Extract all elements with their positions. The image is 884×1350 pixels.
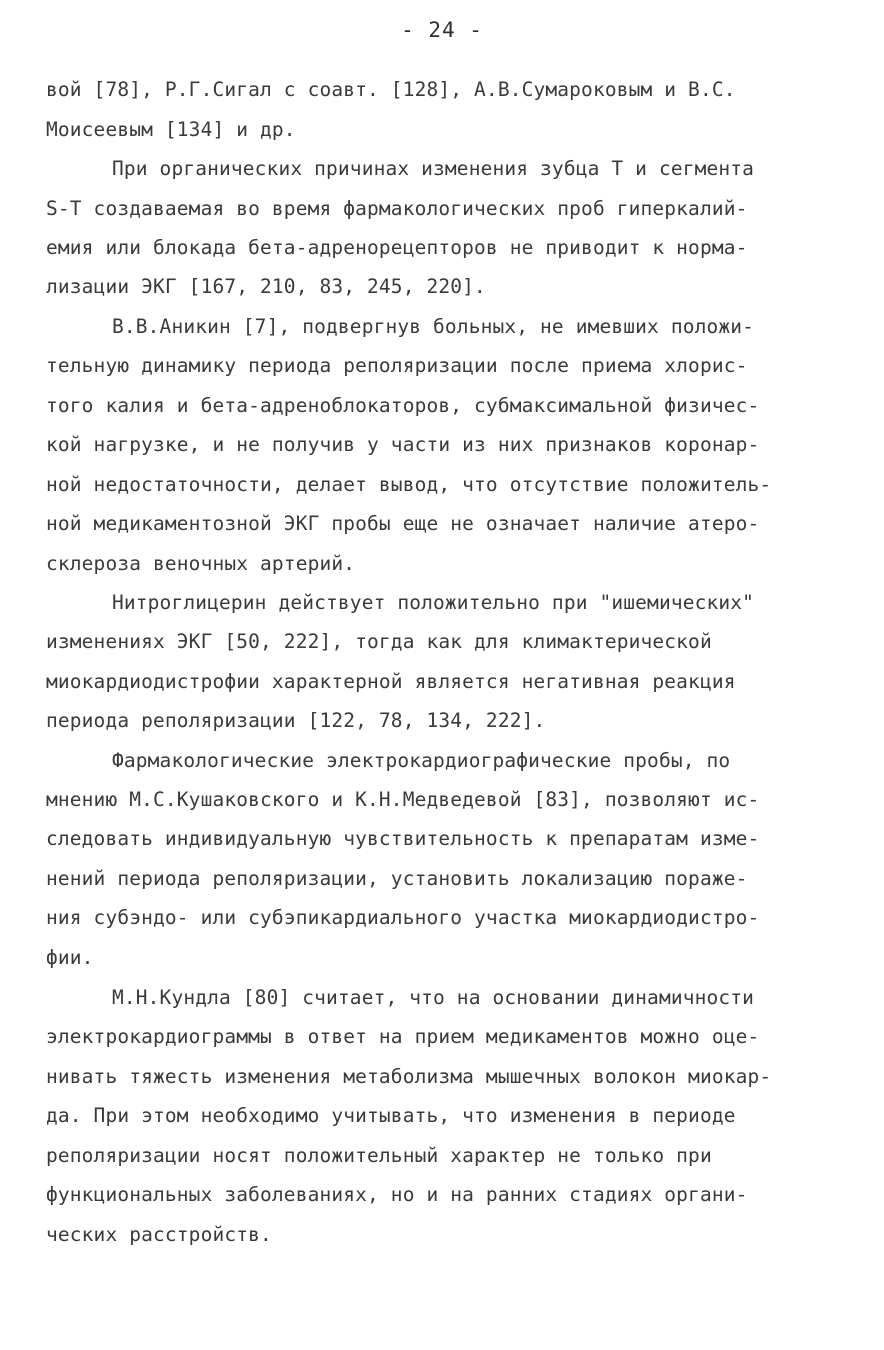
text-line: изменениях ЭКГ [50, 222], тогда как для климактерической [46, 630, 712, 653]
text-line: М.Н.Кундла [80] считает, что на основании динамичности [112, 986, 755, 1009]
text-line: миокардиодистрофии характерной является негативная реакция [46, 670, 736, 693]
text-line: нений периода реполяризации, установить локализацию пораже- [46, 867, 748, 890]
text-line: электрокардиограммы в ответ на прием медикаментов можно оце- [46, 1025, 760, 1048]
text-line: S-T создаваемая во время фармакологических проб гиперкалий- [46, 197, 748, 220]
text-line: фии. [46, 946, 94, 969]
text-line: да. При этом необходимо учитывать, что изменения в периоде [46, 1104, 736, 1127]
text-line: Моисеевым [134] и др. [46, 118, 296, 141]
text-line: Фармакологические электрокардиографические пробы, по [112, 749, 731, 772]
text-line: нивать тяжесть изменения метаболизма мышечных волокон миокар- [46, 1065, 772, 1088]
text-line: В.В.Аникин [7], подвергнув больных, не имевших положи- [112, 315, 755, 338]
text-line: вой [78], Р.Г.Сигал с соавт. [128], А.В.Сумароковым и В.С. [46, 78, 736, 101]
text-line: ческих расстройств. [46, 1223, 272, 1246]
text-line: следовать индивидуальную чувствительность к препаратам изме- [46, 827, 760, 850]
text-line: склероза веночных артерий. [46, 552, 356, 575]
text-line: ной недостаточности, делает вывод, что отсутствие положитель- [46, 473, 772, 496]
text-line: того калия и бета-адреноблокаторов, субмаксимальной физичес- [46, 394, 760, 417]
text-line: емия или блокада бета-адренорецепторов не приводит к норма- [46, 236, 748, 259]
text-line: функциональных заболеваниях, но и на ранних стадиях органи- [46, 1183, 748, 1206]
text-line: лизации ЭКГ [167, 210, 83, 245, 220]. [46, 275, 486, 298]
page-number: - 24 - [401, 18, 483, 42]
text-line: периода реполяризации [122, 78, 134, 222]. [46, 709, 546, 732]
text-line: ния субэндо- или субэпикардиального участка миокардиодистро- [46, 906, 760, 929]
text-line: кой нагрузке, и не получив у части из них признаков коронар- [46, 433, 760, 456]
text-line: реполяризации носят положительный характер не только при [46, 1144, 712, 1167]
text-line: Нитроглицерин действует положительно при "ишемических" [112, 591, 755, 614]
text-line: При органических причинах изменения зубца Т и сегмента [112, 157, 755, 180]
text-line: тельную динамику периода реполяризации после приема хлорис- [46, 354, 748, 377]
text-line: ной медикаментозной ЭКГ пробы еще не означает наличие атеро- [46, 512, 760, 535]
text-line: мнению М.С.Кушаковского и К.Н.Медведевой [83], позволяют ис- [46, 788, 760, 811]
